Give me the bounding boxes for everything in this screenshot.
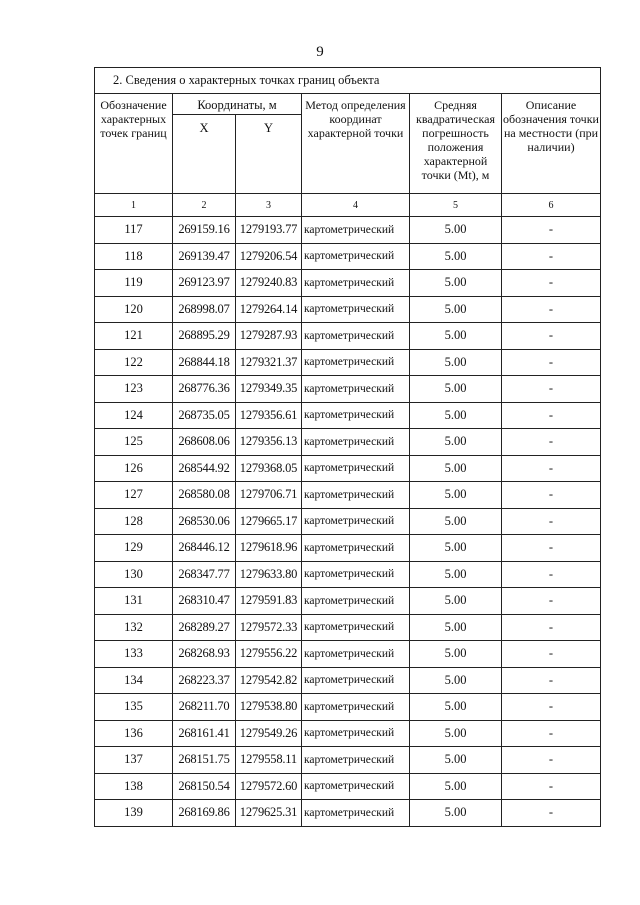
point-number-cell: 137 <box>95 747 173 774</box>
method-cell: картометрический <box>302 561 410 588</box>
y-coordinate-cell: 1279193.77 <box>236 217 302 244</box>
method-cell: картометрический <box>302 747 410 774</box>
method-cell: картометрический <box>302 720 410 747</box>
method-cell: картометрический <box>302 800 410 827</box>
method-cell: картометрический <box>302 402 410 429</box>
method-cell: картометрический <box>302 694 410 721</box>
table-row <box>95 773 601 800</box>
table-row <box>95 243 601 270</box>
point-number-cell: 126 <box>95 455 173 482</box>
method-cell: картометрический <box>302 455 410 482</box>
table-row <box>95 588 601 615</box>
y-coordinate-cell: 1279542.82 <box>236 667 302 694</box>
error-cell: 5.00 <box>410 588 502 615</box>
y-coordinate-cell: 1279538.80 <box>236 694 302 721</box>
y-coordinate-cell: 1279321.37 <box>236 349 302 376</box>
description-cell: - <box>502 667 601 694</box>
table-row <box>95 349 601 376</box>
point-number-cell: 131 <box>95 588 173 615</box>
column-number: 6 <box>502 194 601 217</box>
error-cell: 5.00 <box>410 641 502 668</box>
point-number-cell: 129 <box>95 535 173 562</box>
y-coordinate-cell: 1279706.71 <box>236 482 302 509</box>
table-body <box>95 217 601 827</box>
error-cell: 5.00 <box>410 270 502 297</box>
x-coordinate-cell: 268310.47 <box>173 588 236 615</box>
error-cell: 5.00 <box>410 614 502 641</box>
table-row <box>95 535 601 562</box>
x-coordinate-cell: 269139.47 <box>173 243 236 270</box>
point-number-cell: 128 <box>95 508 173 535</box>
description-cell: - <box>502 243 601 270</box>
method-cell: картометрический <box>302 588 410 615</box>
error-cell: 5.00 <box>410 667 502 694</box>
table-row <box>95 694 601 721</box>
x-coordinate-cell: 268580.08 <box>173 482 236 509</box>
description-cell: - <box>502 376 601 403</box>
table-row <box>95 800 601 827</box>
x-coordinate-cell: 268151.75 <box>173 747 236 774</box>
x-coordinate-cell: 268211.70 <box>173 694 236 721</box>
table-row <box>95 747 601 774</box>
boundary-points-table <box>94 67 601 827</box>
error-cell: 5.00 <box>410 349 502 376</box>
method-cell: картометрический <box>302 243 410 270</box>
method-cell: картометрический <box>302 773 410 800</box>
y-coordinate-cell: 1279349.35 <box>236 376 302 403</box>
x-coordinate-cell: 268735.05 <box>173 402 236 429</box>
error-cell: 5.00 <box>410 217 502 244</box>
description-cell: - <box>502 747 601 774</box>
method-cell: картометрический <box>302 376 410 403</box>
point-number-cell: 130 <box>95 561 173 588</box>
x-coordinate-cell: 268169.86 <box>173 800 236 827</box>
y-coordinate-cell: 1279356.13 <box>236 429 302 456</box>
table-row <box>95 323 601 350</box>
x-coordinate-cell: 268446.12 <box>173 535 236 562</box>
error-cell: 5.00 <box>410 296 502 323</box>
column-number: 3 <box>236 194 302 217</box>
table-row <box>95 217 601 244</box>
x-coordinate-cell: 268544.92 <box>173 455 236 482</box>
x-coordinate-cell: 269159.16 <box>173 217 236 244</box>
error-cell: 5.00 <box>410 482 502 509</box>
table-row <box>95 376 601 403</box>
point-number-cell: 117 <box>95 217 173 244</box>
method-cell: картометрический <box>302 296 410 323</box>
x-coordinate-cell: 268776.36 <box>173 376 236 403</box>
column-number: 4 <box>302 194 410 217</box>
error-cell: 5.00 <box>410 720 502 747</box>
point-number-cell: 125 <box>95 429 173 456</box>
description-cell: - <box>502 217 601 244</box>
error-cell: 5.00 <box>410 694 502 721</box>
table-row <box>95 641 601 668</box>
description-cell: - <box>502 720 601 747</box>
table-row <box>95 270 601 297</box>
x-coordinate-cell: 268895.29 <box>173 323 236 350</box>
description-cell: - <box>502 800 601 827</box>
description-cell: - <box>502 482 601 509</box>
table-row <box>95 296 601 323</box>
error-cell: 5.00 <box>410 508 502 535</box>
y-coordinate-cell: 1279240.83 <box>236 270 302 297</box>
y-coordinate-cell: 1279633.80 <box>236 561 302 588</box>
y-coordinate-cell: 1279665.17 <box>236 508 302 535</box>
error-cell: 5.00 <box>410 535 502 562</box>
y-coordinate-cell: 1279591.83 <box>236 588 302 615</box>
x-coordinate-cell: 268530.06 <box>173 508 236 535</box>
point-number-cell: 124 <box>95 402 173 429</box>
table-row <box>95 482 601 509</box>
method-cell: картометрический <box>302 349 410 376</box>
description-cell: - <box>502 508 601 535</box>
point-number-cell: 121 <box>95 323 173 350</box>
column-number: 1 <box>95 194 173 217</box>
column-numbers-row <box>95 194 601 217</box>
error-cell: 5.00 <box>410 561 502 588</box>
y-coordinate-cell: 1279556.22 <box>236 641 302 668</box>
method-cell: картометрический <box>302 429 410 456</box>
description-cell: - <box>502 535 601 562</box>
y-coordinate-cell: 1279356.61 <box>236 402 302 429</box>
method-cell: картометрический <box>302 270 410 297</box>
description-cell: - <box>502 614 601 641</box>
description-cell: - <box>502 773 601 800</box>
description-cell: - <box>502 561 601 588</box>
x-coordinate-cell: 268161.41 <box>173 720 236 747</box>
y-coordinate-cell: 1279572.33 <box>236 614 302 641</box>
description-cell: - <box>502 323 601 350</box>
method-cell: картометрический <box>302 323 410 350</box>
table-row <box>95 720 601 747</box>
y-coordinate-cell: 1279618.96 <box>236 535 302 562</box>
point-number-cell: 139 <box>95 800 173 827</box>
description-cell: - <box>502 588 601 615</box>
description-cell: - <box>502 455 601 482</box>
point-number-cell: 134 <box>95 667 173 694</box>
y-coordinate-cell: 1279558.11 <box>236 747 302 774</box>
description-cell: - <box>502 402 601 429</box>
error-cell: 5.00 <box>410 323 502 350</box>
error-cell: 5.00 <box>410 773 502 800</box>
table-row <box>95 402 601 429</box>
x-coordinate-cell: 268268.93 <box>173 641 236 668</box>
y-coordinate-cell: 1279572.60 <box>236 773 302 800</box>
description-cell: - <box>502 349 601 376</box>
x-coordinate-cell: 268998.07 <box>173 296 236 323</box>
table-row <box>95 614 601 641</box>
x-coordinate-cell: 268347.77 <box>173 561 236 588</box>
method-cell: картометрический <box>302 217 410 244</box>
x-coordinate-cell: 268150.54 <box>173 773 236 800</box>
method-cell: картометрический <box>302 535 410 562</box>
point-number-cell: 138 <box>95 773 173 800</box>
description-cell: - <box>502 641 601 668</box>
header-y: Y <box>236 115 302 194</box>
description-cell: - <box>502 270 601 297</box>
method-cell: картометрический <box>302 614 410 641</box>
x-coordinate-cell: 268289.27 <box>173 614 236 641</box>
section-title: 2. Сведения о характерных точках границ объекта <box>95 68 601 94</box>
y-coordinate-cell: 1279549.26 <box>236 720 302 747</box>
header-method: Метод определения координат характерной точки <box>302 94 410 194</box>
y-coordinate-cell: 1279264.14 <box>236 296 302 323</box>
x-coordinate-cell: 268608.06 <box>173 429 236 456</box>
method-cell: картометрический <box>302 508 410 535</box>
error-cell: 5.00 <box>410 376 502 403</box>
header-description: Описание обозначения точки на местности (при наличии) <box>502 94 601 194</box>
description-cell: - <box>502 429 601 456</box>
point-number-cell: 135 <box>95 694 173 721</box>
y-coordinate-cell: 1279625.31 <box>236 800 302 827</box>
table-row <box>95 667 601 694</box>
method-cell: картометрический <box>302 641 410 668</box>
error-cell: 5.00 <box>410 402 502 429</box>
table-row <box>95 455 601 482</box>
x-coordinate-cell: 269123.97 <box>173 270 236 297</box>
table-row <box>95 508 601 535</box>
header-error: Средняя квадратическая погрешность положения характерной точки (Mt), м <box>410 94 502 194</box>
y-coordinate-cell: 1279287.93 <box>236 323 302 350</box>
point-number-cell: 127 <box>95 482 173 509</box>
description-cell: - <box>502 694 601 721</box>
table-row <box>95 429 601 456</box>
point-number-cell: 119 <box>95 270 173 297</box>
method-cell: картометрический <box>302 667 410 694</box>
point-number-cell: 120 <box>95 296 173 323</box>
point-number-cell: 132 <box>95 614 173 641</box>
header-coordinates: Координаты, м <box>173 94 302 115</box>
x-coordinate-cell: 268844.18 <box>173 349 236 376</box>
column-number: 5 <box>410 194 502 217</box>
column-number: 2 <box>173 194 236 217</box>
method-cell: картометрический <box>302 482 410 509</box>
point-number-cell: 123 <box>95 376 173 403</box>
header-point-designation: Обозначение характерных точек границ <box>95 94 173 194</box>
y-coordinate-cell: 1279206.54 <box>236 243 302 270</box>
description-cell: - <box>502 296 601 323</box>
error-cell: 5.00 <box>410 243 502 270</box>
table-row <box>95 561 601 588</box>
error-cell: 5.00 <box>410 429 502 456</box>
error-cell: 5.00 <box>410 747 502 774</box>
point-number-cell: 133 <box>95 641 173 668</box>
header-x: X <box>173 115 236 194</box>
point-number-cell: 136 <box>95 720 173 747</box>
point-number-cell: 118 <box>95 243 173 270</box>
x-coordinate-cell: 268223.37 <box>173 667 236 694</box>
y-coordinate-cell: 1279368.05 <box>236 455 302 482</box>
point-number-cell: 122 <box>95 349 173 376</box>
page-number: 9 <box>316 44 324 60</box>
error-cell: 5.00 <box>410 800 502 827</box>
error-cell: 5.00 <box>410 455 502 482</box>
